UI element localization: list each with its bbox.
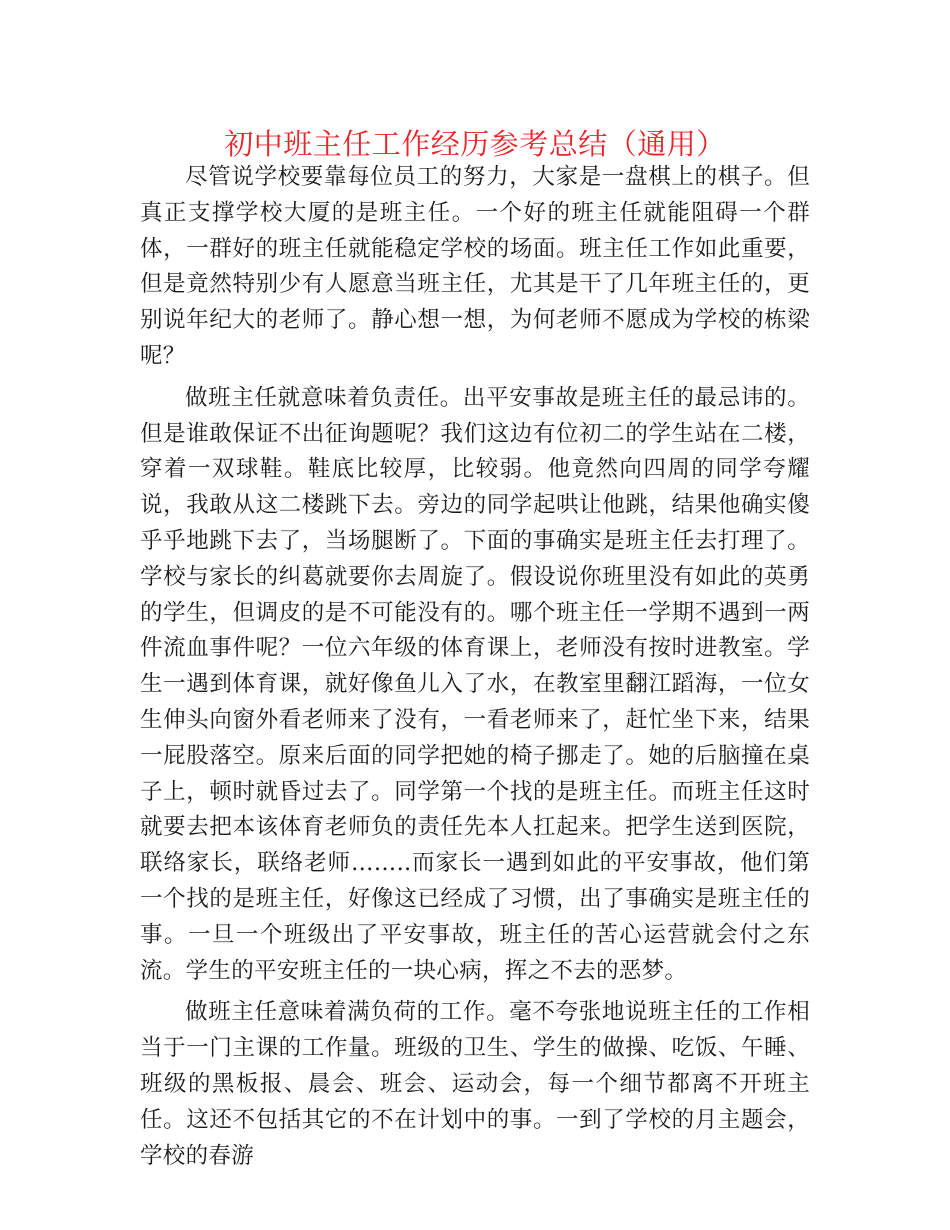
- paragraph-3: 做班主任意味着满负荷的工作。毫不夸张地说班主任的工作相当于一门主课的工作量。班级的卫生、学生的做操、吃饭、午睡、班级的黑板报、晨会、班会、运动会，每一个细节都离不开班主任。这还不包括其它的不在计划中的事。一到了学校的月主题会，学校的春游: [140, 999, 810, 1169]
- paragraph-1: 尽管说学校要靠每位员工的努力，大家是一盘棋上的棋子。但真正支撑学校大厦的是班主任。一个好的班主任就能阻碍一个群体，一群好的班主任就能稳定学校的场面。班主任工作如此重要，但是竟然特别少有人愿意当班主任，尤其是干了几年班主任的，更别说年纪大的老师了。静心想一想，为何老师不愿成为学校的栋梁呢？: [140, 164, 810, 369]
- paragraph-2: 做班主任就意味着负责任。出平安事故是班主任的最忌讳的。但是谁敢保证不出征询题呢？我们这边有位初二的学生站在二楼，穿着一双球鞋。鞋底比较厚，比较弱。他竟然向四周的同学夸耀说，我敢从这二楼跳下去。旁边的同学起哄让他跳，结果他确实傻乎乎地跳下去了，当场腿断了。下面的事确实是班主任去打理了。学校与家长的纠葛就要你去周旋了。假设说你班里没有如此的英勇的学生，但调皮的是不可能没有的。哪个班主任一学期不遇到一两件流血事件呢？一位六年级的体育课上，老师没有按时进教室。学生一遇到体育课，就好像鱼儿入了水，在教室里翻江蹈海，一位女生伸头向窗外看老师来了没有，一看老师来了，赶忙坐下来，结果一屁股落空。原来后面的同学把她的椅子挪走了。她的后脑撞在桌子上，顿时就昏过去了。同学第一个找的是班主任。而班主任这时就要去把本该体育老师负的责任先本人扛起来。把学生送到医院，联络家长，联络老师……..而家长一遇到如此的平安事故，他们第一个找的是班主任，好像这已经成了习惯，出了事确实是班主任的事。一旦一个班级出了平安事故，班主任的苦心运营就会付之东流。学生的平安班主任的一块心病，挥之不去的恶梦。: [140, 384, 810, 984]
- document-title: 初中班主任工作经历参考总结（通用）: [224, 127, 726, 161]
- document-body: [140, 160, 810, 1180]
